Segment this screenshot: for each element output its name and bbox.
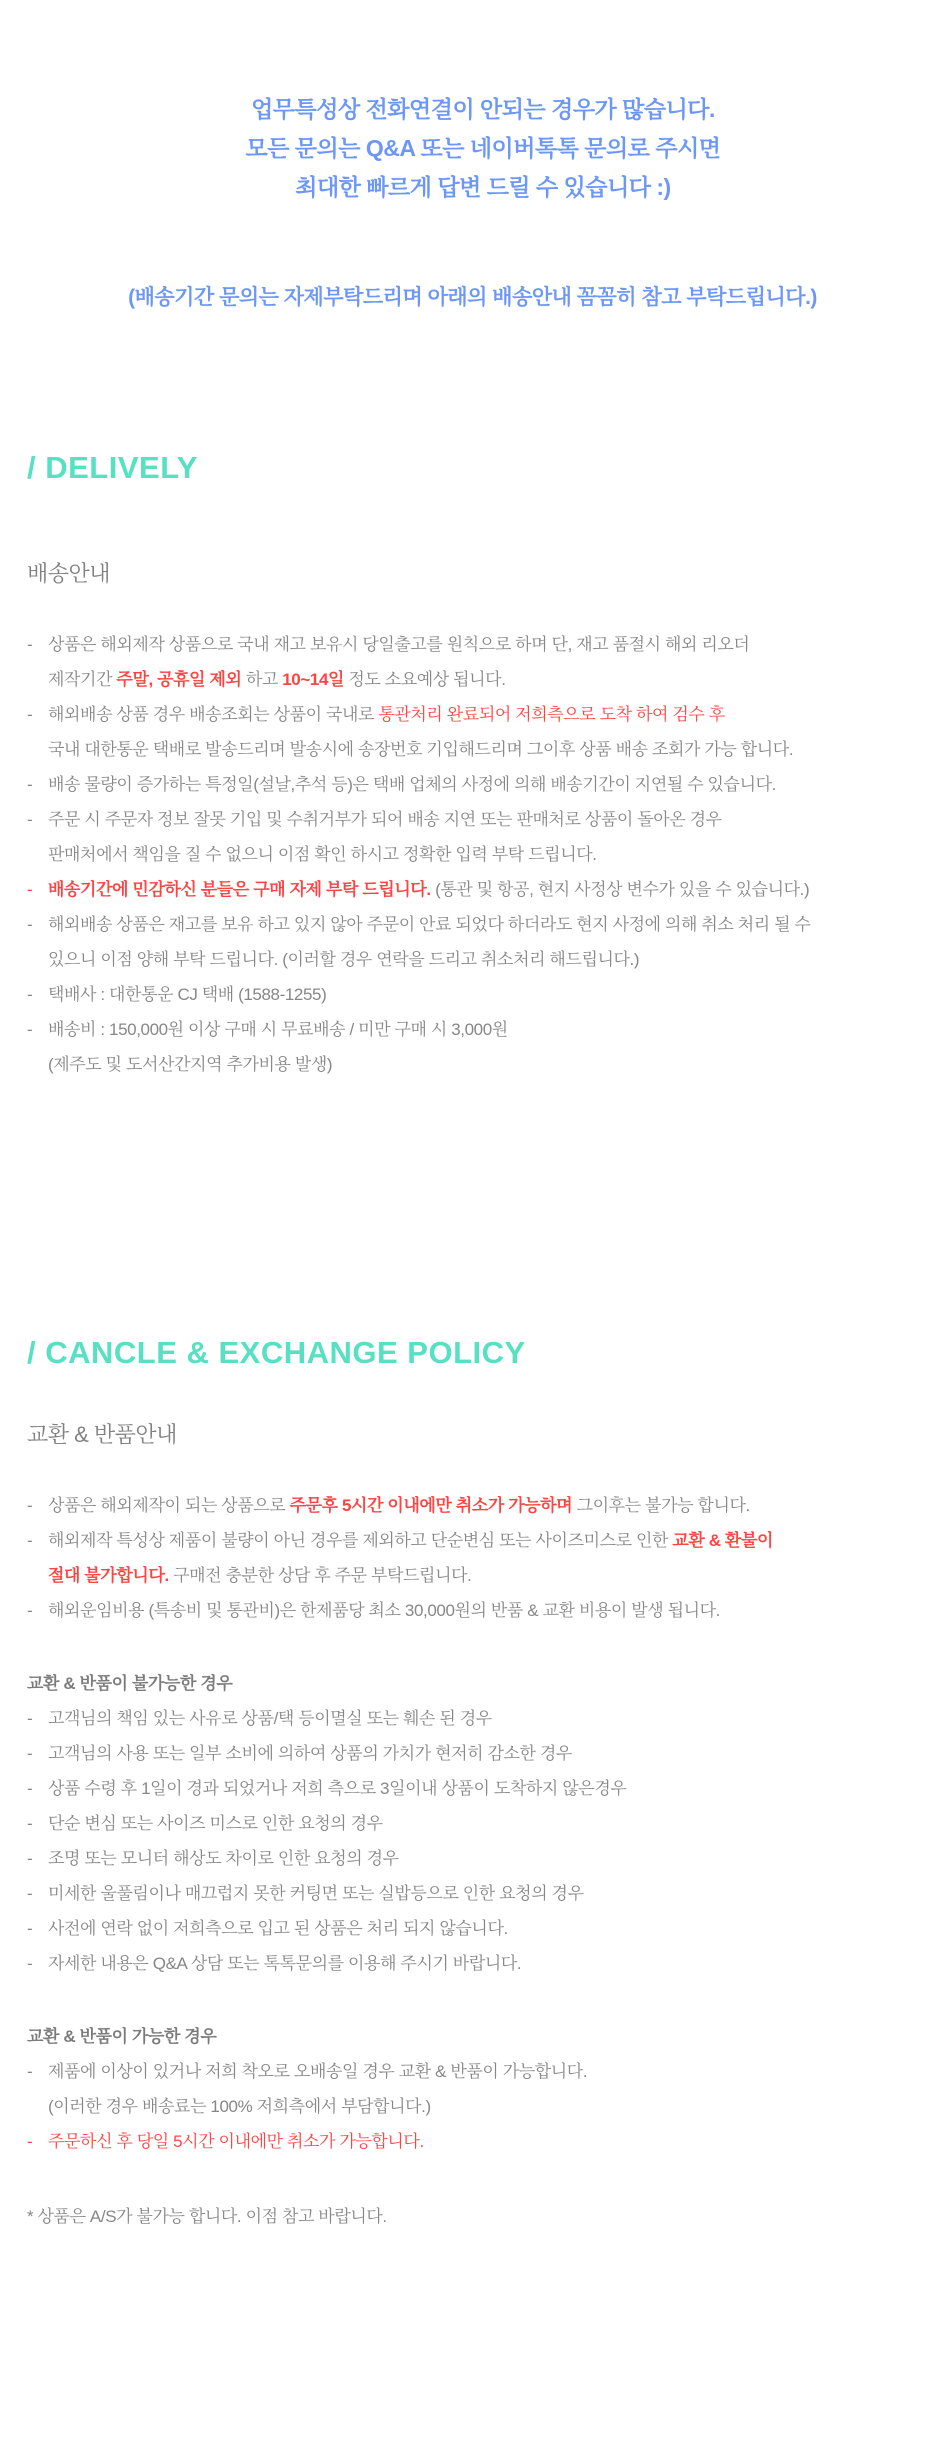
text-segment: 상품은 해외제작 상품으로 국내 재고 보유시 당일출고를 원칙으로 하며 단, 재고 품절시 해외 리오더 bbox=[48, 635, 750, 654]
bullet-dash: - bbox=[27, 1601, 33, 1620]
text-line bbox=[27, 1558, 925, 1593]
bullet-dash: - bbox=[27, 810, 33, 829]
text-segment: 교환 & 환불이 bbox=[672, 1531, 773, 1550]
text-line bbox=[0, 168, 945, 207]
text-line bbox=[27, 767, 925, 802]
bullet-dash: - bbox=[27, 2132, 33, 2151]
delivery-info-list bbox=[27, 627, 925, 1082]
text-line bbox=[27, 1593, 925, 1628]
possible-cases-heading: 교환 & 반품이 가능한 경우 bbox=[27, 2027, 217, 2046]
text-line bbox=[27, 697, 925, 732]
text-line bbox=[27, 1841, 925, 1876]
bullet-dash: - bbox=[27, 775, 33, 794]
text-segment: 절대 불가합니다. bbox=[48, 1566, 169, 1585]
text-line bbox=[27, 942, 925, 977]
text-line bbox=[27, 977, 925, 1012]
text-segment: 해외배송 상품 경우 배송조회는 상품이 국내로 bbox=[48, 705, 379, 724]
text-segment: 그이후는 불가능 합니다. bbox=[572, 1496, 750, 1515]
contact-notice bbox=[0, 90, 945, 207]
text-segment: 택배사 : 대한통운 CJ 택배 (1588-1255) bbox=[48, 985, 327, 1004]
possible-cases-list bbox=[27, 2054, 925, 2159]
impossible-cases-list bbox=[27, 1701, 925, 1981]
text-line bbox=[27, 1736, 925, 1771]
bullet-dash: - bbox=[27, 1919, 33, 1938]
text-segment: 해외제작 특성상 제품이 불량이 아닌 경우를 제외하고 단순변심 또는 사이즈미스로 인한 bbox=[48, 1531, 673, 1550]
bullet-dash: - bbox=[27, 1709, 33, 1728]
text-segment: 국내 대한통운 택배로 발송드리며 발송시에 송장번호 기입해드리며 그이후 상품 배송 조회가 가능 합니다. bbox=[48, 740, 794, 759]
text-line bbox=[27, 802, 925, 837]
text-segment: 배송기간에 민감하신 분들은 구매 자제 부탁 드립니다. bbox=[48, 880, 431, 899]
text-line bbox=[27, 1946, 925, 1981]
delivery-heading: 배송안내 bbox=[27, 561, 111, 586]
text-segment: 조명 또는 모니터 해상도 차이로 인한 요청의 경우 bbox=[48, 1849, 399, 1868]
exchange-return-heading: 교환 & 반품안내 bbox=[27, 1422, 177, 1447]
bullet-dash: - bbox=[27, 2062, 33, 2081]
text-segment: 주말, 공휴일 제외 bbox=[116, 670, 242, 689]
text-line bbox=[27, 837, 925, 872]
text-line bbox=[27, 1876, 925, 1911]
text-line bbox=[27, 2124, 925, 2159]
text-segment: 상품은 해외제작이 되는 상품으로 bbox=[48, 1496, 290, 1515]
text-line bbox=[0, 129, 945, 168]
text-segment: 주문후 5시간 이내에만 취소가 가능하며 bbox=[289, 1496, 573, 1515]
text-line bbox=[27, 1047, 925, 1082]
text-line bbox=[27, 2054, 925, 2089]
text-line bbox=[27, 1806, 925, 1841]
text-line bbox=[27, 662, 925, 697]
text-segment: 상품 수령 후 1일이 경과 되었거나 저희 측으로 3일이내 상품이 도착하지 않은경우 bbox=[48, 1779, 627, 1798]
text-line bbox=[27, 732, 925, 767]
text-segment: (통관 및 항공, 현지 사정상 변수가 있을 수 있습니다.) bbox=[430, 880, 810, 899]
text-line bbox=[27, 1488, 925, 1523]
bullet-dash: - bbox=[27, 1779, 33, 1798]
text-line bbox=[27, 627, 925, 662]
bullet-dash: - bbox=[27, 1884, 33, 1903]
bullet-dash: - bbox=[27, 705, 33, 724]
text-segment: 업무특성상 전화연결이 안되는 경우가 많습니다. bbox=[251, 96, 715, 122]
text-segment: 있으니 이점 양해 부탁 드립니다. (이러할 경우 연락을 드리고 취소처리 해드립니다.) bbox=[48, 950, 640, 969]
text-segment: 통관처리 완료되어 저희측으로 도착 하여 검수 후 bbox=[378, 705, 725, 724]
text-segment: 최대한 빠르게 답변 드릴 수 있습니다 :) bbox=[295, 174, 671, 200]
text-segment: 고객님의 사용 또는 일부 소비에 의하여 상품의 가치가 현저히 감소한 경우 bbox=[48, 1744, 572, 1763]
text-segment: (이러한 경우 배송료는 100% 저희측에서 부담합니다.) bbox=[48, 2097, 431, 2116]
bullet-dash: - bbox=[27, 1020, 33, 1039]
impossible-cases-heading: 교환 & 반품이 불가능한 경우 bbox=[27, 1674, 233, 1693]
text-segment: 제품에 이상이 있거나 저희 착오로 오배송일 경우 교환 & 반품이 가능합니다. bbox=[48, 2062, 588, 2081]
text-segment: 고객님의 책임 있는 사유로 상품/택 등이멸실 또는 훼손 된 경우 bbox=[48, 1709, 492, 1728]
bullet-dash: - bbox=[27, 1531, 33, 1550]
text-segment: 주문하신 후 당일 5시간 이내에만 취소가 가능합니다. bbox=[48, 2132, 424, 2151]
bullet-dash: - bbox=[27, 985, 33, 1004]
policy-section-title: / CANCLE & EXCHANGE POLICY bbox=[27, 1335, 526, 1370]
text-segment: 해외배송 상품은 재고를 보유 하고 있지 않아 주문이 안료 되었다 하더라도 현지 사정에 의해 취소 처리 될 수 bbox=[48, 915, 811, 934]
text-segment: 배송비 : 150,000원 이상 구매 시 무료배송 / 미만 구매 시 3,000원 bbox=[48, 1020, 508, 1039]
text-line bbox=[27, 1523, 925, 1558]
text-segment: 배송 물량이 증가하는 특정일(설날,추석 등)은 택배 업체의 사정에 의해 배송기간이 지연될 수 있습니다. bbox=[48, 775, 776, 794]
text-segment: 판매처에서 책임을 질 수 없으니 이점 확인 하시고 정확한 입력 부탁 드립니다. bbox=[48, 845, 597, 864]
text-line bbox=[27, 1911, 925, 1946]
text-segment: 단순 변심 또는 사이즈 미스로 인한 요청의 경우 bbox=[48, 1814, 383, 1833]
text-segment: 하고 bbox=[241, 670, 283, 689]
product-info-page bbox=[0, 90, 945, 2452]
text-line bbox=[27, 907, 925, 942]
text-line bbox=[27, 1701, 925, 1736]
text-line bbox=[27, 1012, 925, 1047]
text-segment: 정도 소요예상 됩니다. bbox=[344, 670, 506, 689]
text-line bbox=[27, 1771, 925, 1806]
bullet-dash: - bbox=[27, 1496, 33, 1515]
bullet-dash: - bbox=[27, 1744, 33, 1763]
delivery-inquiry-note: (배송기간 문의는 자제부탁드리며 아래의 배송안내 꼼꼼히 참고 부탁드립니다.) bbox=[128, 286, 817, 309]
text-segment: 모든 문의는 Q&A 또는 네이버톡톡 문의로 주시면 bbox=[245, 135, 721, 161]
delivery-section-title: / DELIVELY bbox=[27, 450, 198, 485]
text-segment: 10~14일 bbox=[282, 670, 345, 689]
text-segment: 주문 시 주문자 정보 잘못 기입 및 수취거부가 되어 배송 지연 또는 판매처로 상품이 돌아온 경우 bbox=[48, 810, 722, 829]
text-segment: 구매전 충분한 상담 후 주문 부탁드립니다. bbox=[168, 1566, 472, 1585]
bullet-dash: - bbox=[27, 635, 33, 654]
text-line bbox=[0, 90, 945, 129]
text-segment: 미세한 울풀림이나 매끄럽지 못한 커팅면 또는 실밥등으로 인한 요청의 경우 bbox=[48, 1884, 584, 1903]
as-footnote: * 상품은 A/S가 불가능 합니다. 이점 참고 바랍니다. bbox=[27, 2207, 387, 2226]
exchange-intro-list bbox=[27, 1488, 925, 1628]
bullet-dash: - bbox=[27, 1849, 33, 1868]
text-segment: 제작기간 bbox=[48, 670, 117, 689]
bullet-dash: - bbox=[27, 1814, 33, 1833]
text-segment: 해외운임비용 (특송비 및 통관비)은 한제품당 최소 30,000원의 반품 & 교환 비용이 발생 됩니다. bbox=[48, 1601, 721, 1620]
text-segment: 사전에 연락 없이 저희측으로 입고 된 상품은 처리 되지 않습니다. bbox=[48, 1919, 508, 1938]
text-segment: 자세한 내용은 Q&A 상담 또는 톡톡문의를 이용해 주시기 바랍니다. bbox=[48, 1954, 522, 1973]
text-line bbox=[27, 2089, 925, 2124]
bullet-dash: - bbox=[27, 915, 33, 934]
text-segment: (제주도 및 도서산간지역 추가비용 발생) bbox=[48, 1055, 333, 1074]
text-line bbox=[27, 872, 925, 907]
bullet-dash: - bbox=[27, 880, 33, 899]
bullet-dash: - bbox=[27, 1954, 33, 1973]
